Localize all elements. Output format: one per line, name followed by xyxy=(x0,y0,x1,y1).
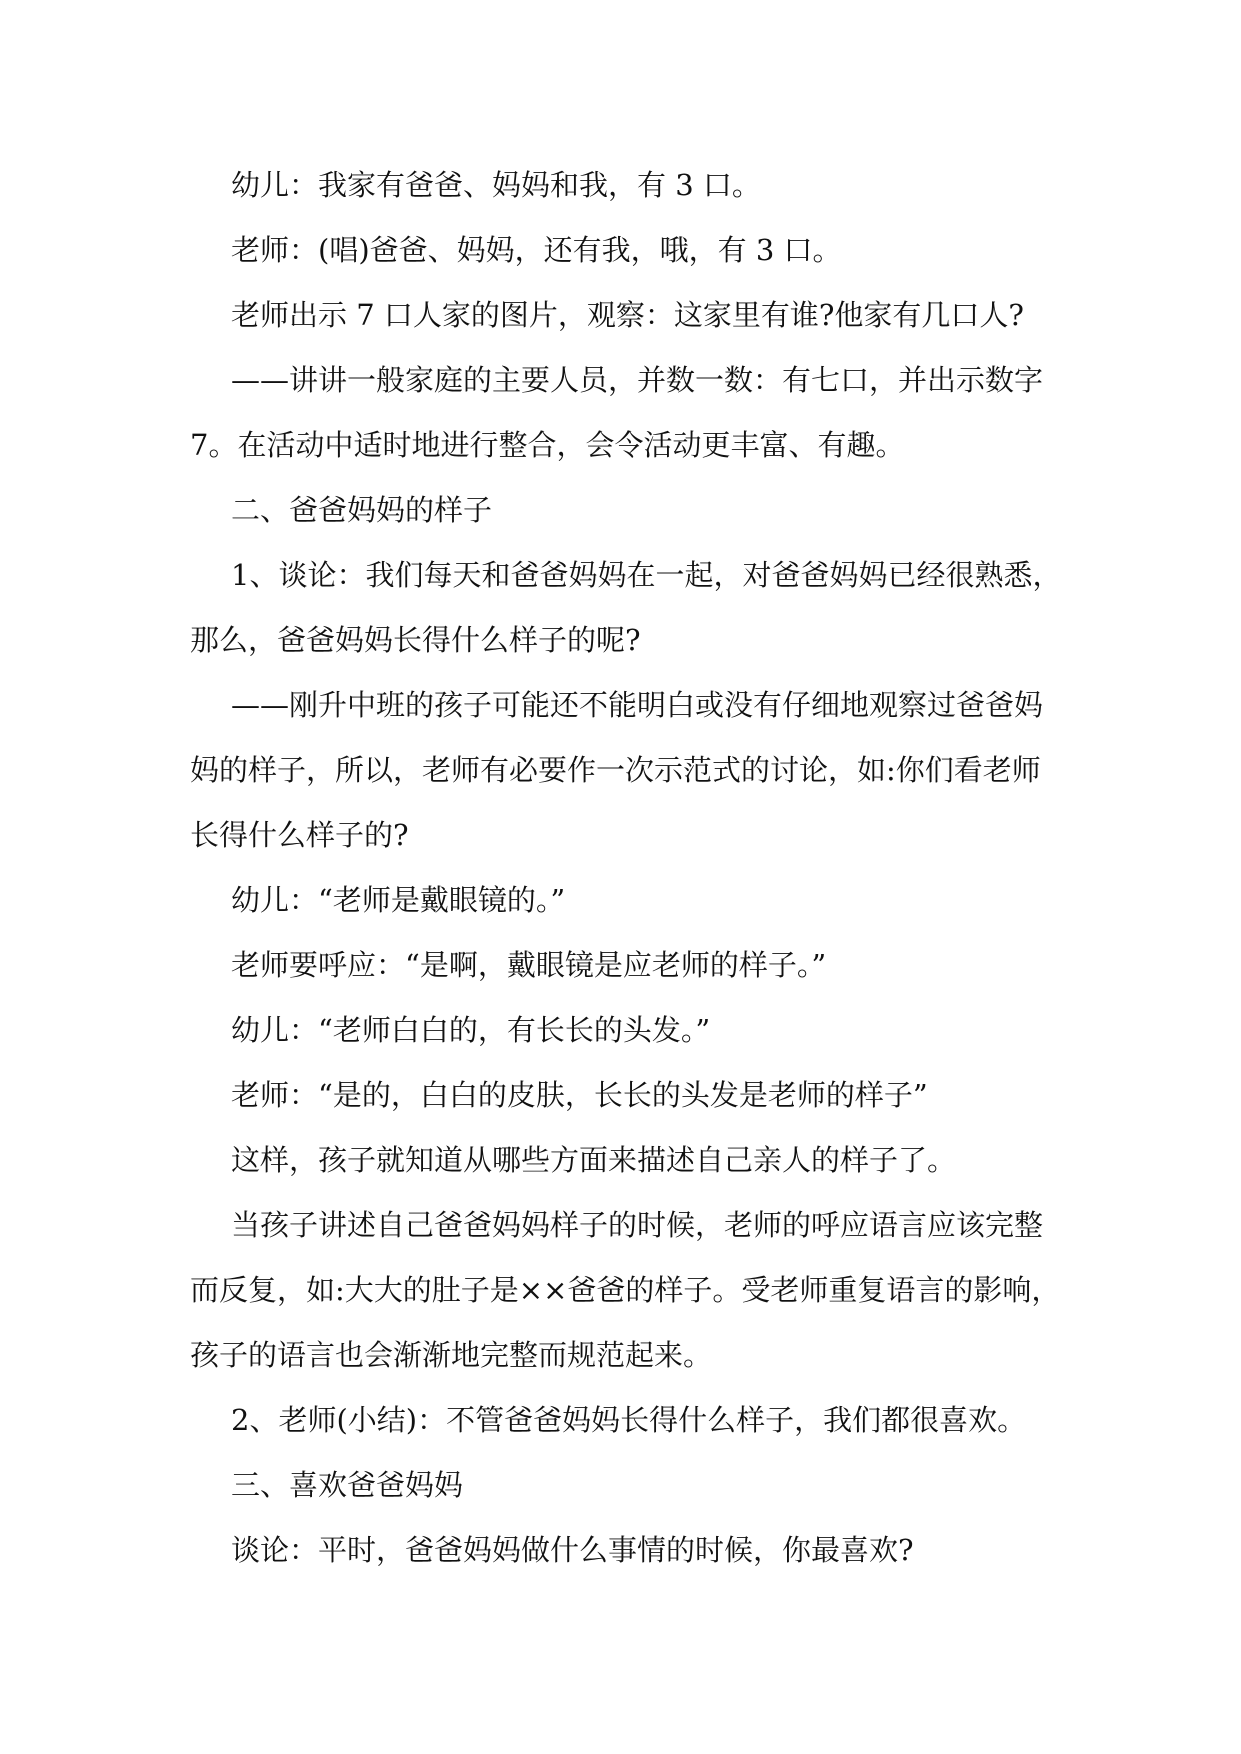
paragraph: 幼儿：“老师白白的，有长长的头发。” xyxy=(231,1013,711,1047)
paragraph: 1、谈论：我们每天和爸爸妈妈在一起，对爸爸妈妈已经很熟悉， xyxy=(231,558,1062,592)
paragraph: 孩子的语言也会渐渐地完整而规范起来。 xyxy=(190,1338,713,1372)
paragraph: 当孩子讲述自己爸爸妈妈样子的时候，老师的呼应语言应该完整 xyxy=(231,1208,1044,1242)
paragraph: 老师：(唱)爸爸、妈妈，还有我，哦，有 3 口。 xyxy=(231,233,842,267)
paragraph: 而反复，如:大大的肚子是××爸爸的样子。受老师重复语言的影响， xyxy=(190,1273,1061,1307)
paragraph: 那么，爸爸妈妈长得什么样子的呢? xyxy=(190,623,641,657)
paragraph: 妈的样子，所以，老师有必要作一次示范式的讨论，如:你们看老师 xyxy=(190,753,1041,787)
document-body xyxy=(190,153,1062,1583)
paragraph: 幼儿：“老师是戴眼镜的。” xyxy=(231,883,566,917)
paragraph: 长得什么样子的? xyxy=(190,818,409,852)
paragraph: ——刚升中班的孩子可能还不能明白或没有仔细地观察过爸爸妈 xyxy=(231,688,1044,722)
paragraph: 2、老师(小结)：不管爸爸妈妈长得什么样子，我们都很喜欢。 xyxy=(231,1403,1027,1437)
paragraph: 幼儿：我家有爸爸、妈妈和我，有 3 口。 xyxy=(231,168,761,202)
paragraph: 谈论：平时，爸爸妈妈做什么事情的时候，你最喜欢? xyxy=(231,1533,914,1567)
paragraph: 老师：“是的，白白的皮肤，长长的头发是老师的样子” xyxy=(231,1078,928,1112)
paragraph: 老师要呼应：“是啊，戴眼镜是应老师的样子。” xyxy=(231,948,827,982)
paragraph: ——讲讲一般家庭的主要人员，并数一数：有七口，并出示数字 xyxy=(231,363,1044,397)
section-heading: 二、爸爸妈妈的样子 xyxy=(231,493,493,527)
paragraph: 这样，孩子就知道从哪些方面来描述自己亲人的样子了。 xyxy=(231,1143,957,1177)
paragraph: 老师出示 7 口人家的图片，观察：这家里有谁?他家有几口人? xyxy=(231,298,1024,332)
section-heading: 三、喜欢爸爸妈妈 xyxy=(231,1468,464,1502)
paragraph: 7。在活动中适时地进行整合，会令活动更丰富、有趣。 xyxy=(190,428,905,462)
